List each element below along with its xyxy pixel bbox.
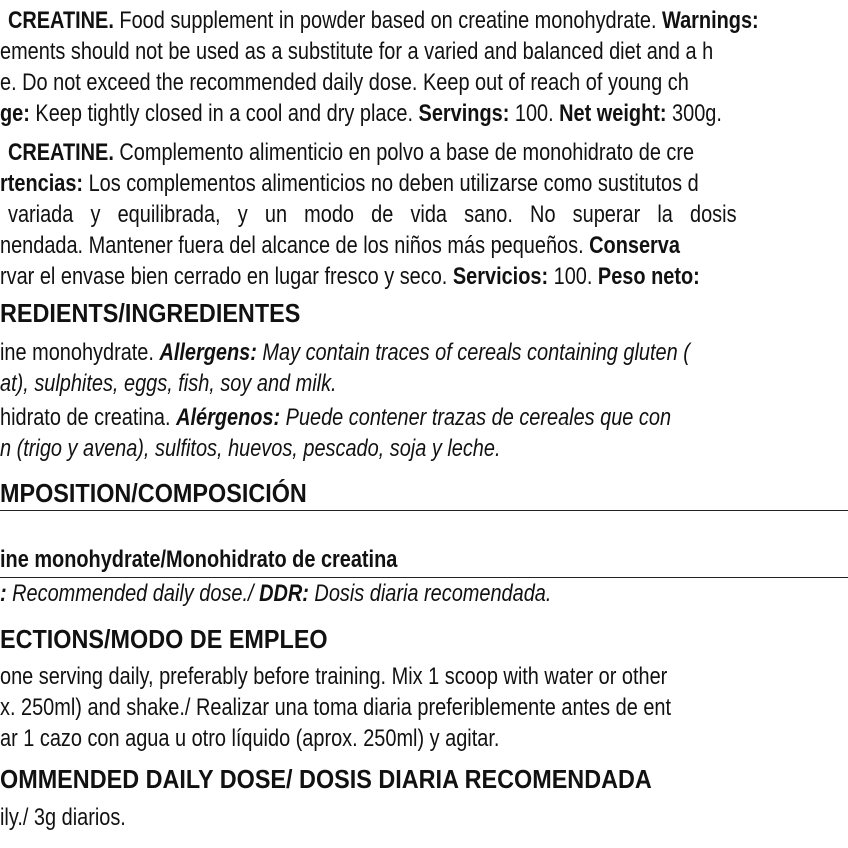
es-description-line-4: [0, 231, 680, 261]
warnings-label: Warnings:: [662, 7, 759, 34]
ingredients-en-line-1: [0, 338, 690, 368]
en-description-line-1: [8, 6, 759, 36]
product-name-es: CREATINE.: [8, 139, 114, 166]
es-description-line-1: [8, 138, 694, 168]
storage-label: ge:: [0, 100, 30, 127]
ingredients-es-line-1: [0, 403, 671, 433]
advertencias-label: rtencias:: [0, 170, 84, 197]
ddr-text: Dosis diaria recomendada.: [308, 580, 552, 607]
conservacion-label: Conserva: [589, 232, 680, 259]
en-description-text: ements should not be used as a substitute for a varied and balanced diet and a h: [0, 38, 714, 65]
servicios-value: 100.: [548, 263, 598, 290]
alergenos-label: Alérgenos:: [176, 404, 281, 431]
directions-line-2: x. 250ml) and shake./ Realizar una toma diaria preferiblemente antes de ent: [0, 694, 672, 721]
es-description-text: Complemento alimenticio en polvo a base de monohidrato de cre: [113, 139, 695, 166]
es-storage-text: rvar el envase bien cerrado en lugar fresco y seco.: [0, 263, 453, 290]
composition-top-rule: [0, 510, 848, 511]
composition-bottom-rule: [0, 577, 848, 578]
servings-label: Servings:: [418, 100, 510, 127]
ingredients-en-line-2: at), sulphites, eggs, fish, soy and milk.: [0, 370, 337, 397]
servings-value: 100.: [509, 100, 560, 127]
es-description-line-5: [0, 262, 700, 292]
en-description-line-2: [0, 37, 713, 67]
alergenos-text: Puede contener trazas de cereales que con: [280, 404, 672, 431]
daily-dose-text: ily./ 3g diarios.: [0, 804, 126, 831]
ddr-label: DDR:: [259, 580, 309, 607]
es-description-line-3: [8, 200, 737, 230]
en-description-text: e. Do not exceed the recommended daily dose. Keep out of reach of young ch: [0, 69, 689, 96]
rdd-label: :: [0, 580, 7, 607]
es-description-line-2: [0, 169, 699, 199]
es-description-text: variada y equilibrada, y un modo de vida sano. No superar la dosis: [8, 201, 737, 228]
allergens-label: Allergens:: [159, 339, 257, 366]
ingredients-es-line-2: n (trigo y avena), sulfitos, huevos, pescado, soja y leche.: [0, 435, 501, 462]
es-description-text: nendada. Mantener fuera del alcance de los niños más pequeños.: [0, 232, 590, 259]
peso-neto-label: Peso neto:: [597, 263, 700, 290]
es-description-text: Los complementos alimenticios no deben utilizarse como sustitutos d: [83, 170, 699, 197]
composition-note: [0, 579, 551, 609]
product-name: CREATINE.: [8, 7, 114, 34]
net-weight-value: 300g.: [666, 100, 722, 127]
ingredientes-text: hidrato de creatina.: [0, 404, 177, 431]
ingredients-heading: REDIENTS/INGREDIENTES: [0, 298, 301, 328]
net-weight-label: Net weight:: [559, 100, 667, 127]
en-description-line-3: [0, 68, 689, 98]
rdd-text: Recommended daily dose./: [6, 580, 260, 607]
directions-heading: ECTIONS/MODO DE EMPLEO: [0, 624, 328, 654]
composition-heading: MPOSITION/COMPOSICIÓN: [0, 478, 307, 508]
en-description-line-4: [0, 99, 722, 129]
daily-dose-heading: OMMENDED DAILY DOSE/ DOSIS DIARIA RECOMENDADA: [0, 764, 652, 794]
allergens-text: May contain traces of cereals containing gluten (: [256, 339, 690, 366]
directions-line-3: ar 1 cazo con agua u otro líquido (aprox. 250ml) y agitar.: [0, 725, 500, 752]
ingredients-text: ine monohydrate.: [0, 339, 160, 366]
storage-text: Keep tightly closed in a cool and dry place.: [29, 100, 419, 127]
composition-row: ine monohydrate/Monohidrato de creatina: [0, 546, 398, 573]
en-description-text: Food supplement in powder based on creatine monohydrate.: [113, 7, 663, 34]
servicios-label: Servicios:: [452, 263, 549, 290]
directions-line-1: one serving daily, preferably before training. Mix 1 scoop with water or other: [0, 663, 668, 690]
